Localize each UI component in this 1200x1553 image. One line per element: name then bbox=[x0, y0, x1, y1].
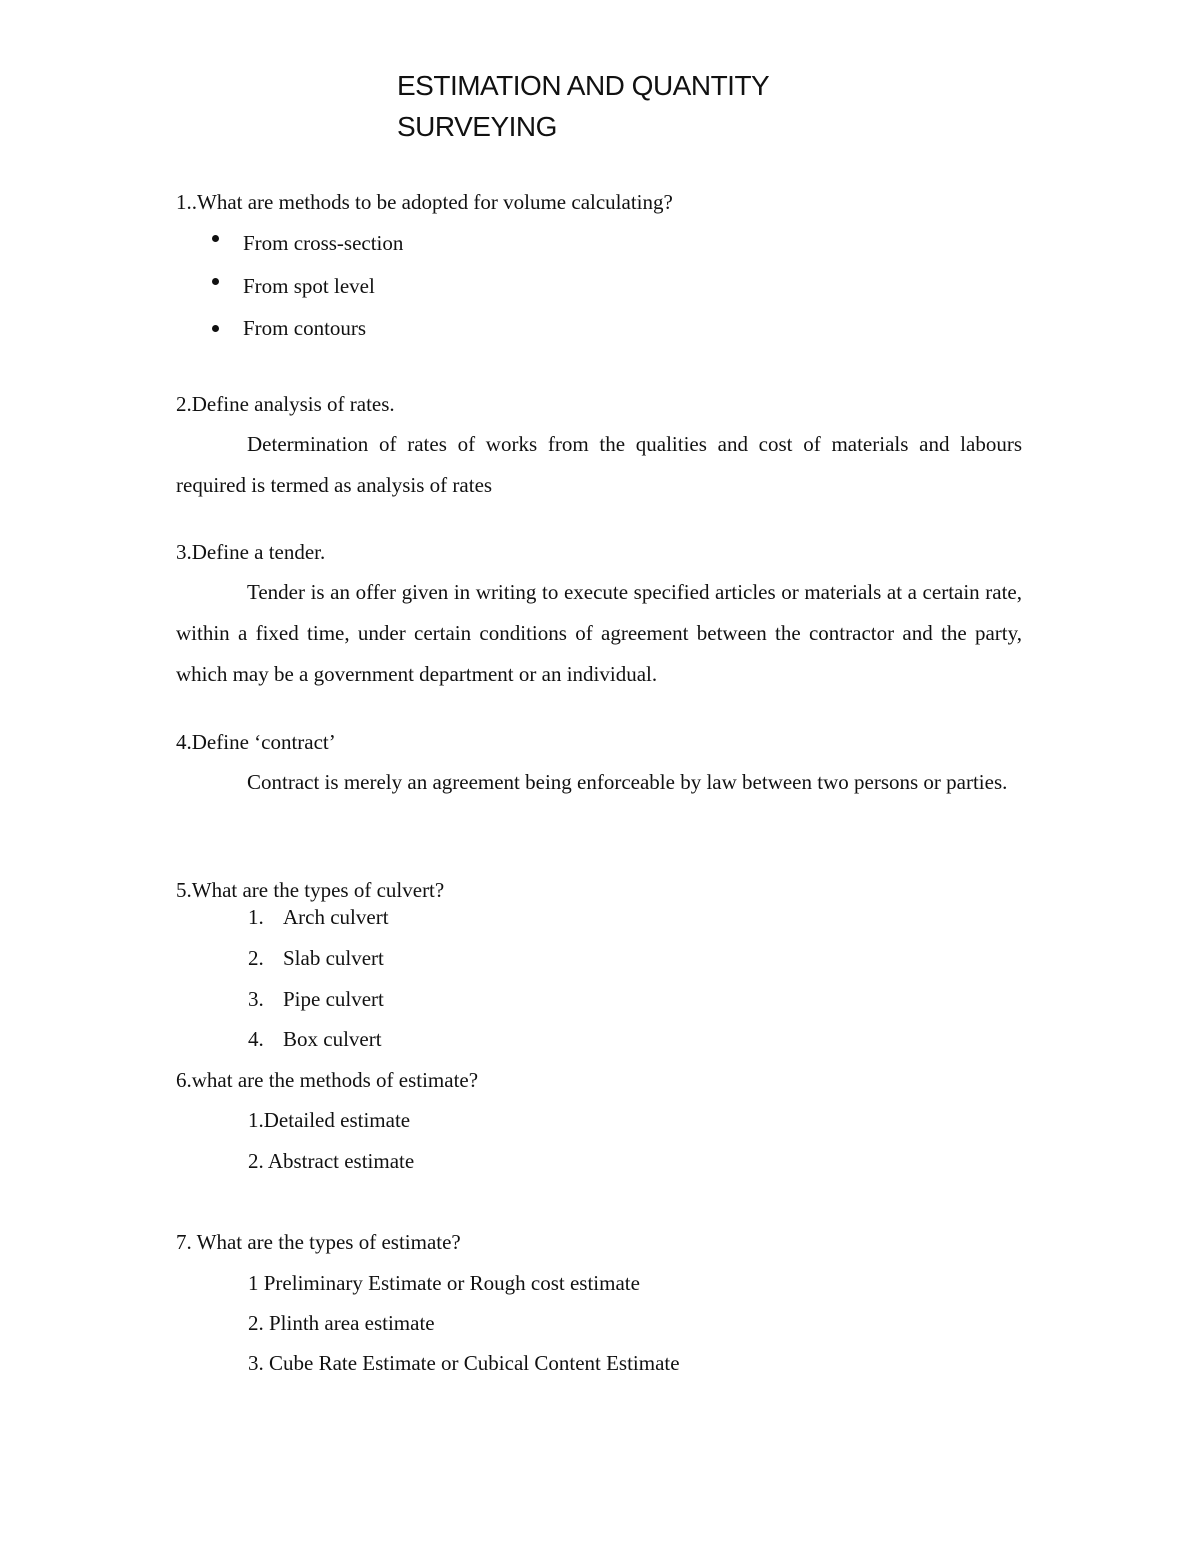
question-2: 2.Define analysis of rates. bbox=[176, 392, 395, 416]
list-item: 3. Cube Rate Estimate or Cubical Content Estimate bbox=[248, 1351, 680, 1375]
question-1: 1..What are methods to be adopted for volume calculating? bbox=[176, 190, 673, 214]
answer-2 bbox=[176, 424, 1022, 506]
bullet-icon bbox=[212, 325, 219, 332]
list-item: 2. Plinth area estimate bbox=[248, 1311, 435, 1335]
bullet-item: From cross-section bbox=[243, 231, 404, 255]
list-item: 1 Preliminary Estimate or Rough cost estimate bbox=[248, 1271, 640, 1295]
list-number: 4. bbox=[248, 1027, 264, 1051]
list-number: 2. bbox=[248, 946, 264, 970]
question-3: 3.Define a tender. bbox=[176, 540, 326, 564]
list-item: 2. Abstract estimate bbox=[248, 1149, 415, 1173]
list-item: Slab culvert bbox=[283, 946, 384, 970]
question-7: 7. What are the types of estimate? bbox=[176, 1230, 461, 1254]
bullet-item: From contours bbox=[243, 316, 367, 340]
answer-3 bbox=[176, 572, 1022, 695]
list-item: Arch culvert bbox=[283, 905, 389, 929]
list-number: 1. bbox=[248, 905, 264, 929]
list-number: 3. bbox=[248, 987, 264, 1011]
question-5: 5.What are the types of culvert? bbox=[176, 878, 445, 902]
answer-4 bbox=[176, 762, 1022, 803]
answer-2-text: Determination of rates of works from the qualities and cost of materials and labours required is termed as analysis of rates bbox=[176, 432, 1022, 497]
list-item: Pipe culvert bbox=[283, 987, 384, 1011]
document-title-line-2: SURVEYING bbox=[397, 111, 557, 142]
list-item: Box culvert bbox=[283, 1027, 382, 1051]
answer-3-text: Tender is an offer given in writing to execute specified articles or materials at a certain rate, within a fixed time, under certain conditions of agreement between the contractor and the party, which may be a government department or an individual. bbox=[176, 580, 1022, 686]
bullet-item: From spot level bbox=[243, 274, 375, 298]
bullet-icon bbox=[212, 278, 219, 285]
bullet-icon bbox=[212, 235, 219, 242]
answer-4-text: Contract is merely an agreement being enforceable by law between two persons or parties. bbox=[247, 770, 1008, 794]
document-title-line-1: ESTIMATION AND QUANTITY bbox=[397, 70, 770, 101]
list-item: 1.Detailed estimate bbox=[248, 1108, 411, 1132]
question-4: 4.Define ‘contract’ bbox=[176, 730, 336, 754]
question-6: 6.what are the methods of estimate? bbox=[176, 1068, 479, 1092]
